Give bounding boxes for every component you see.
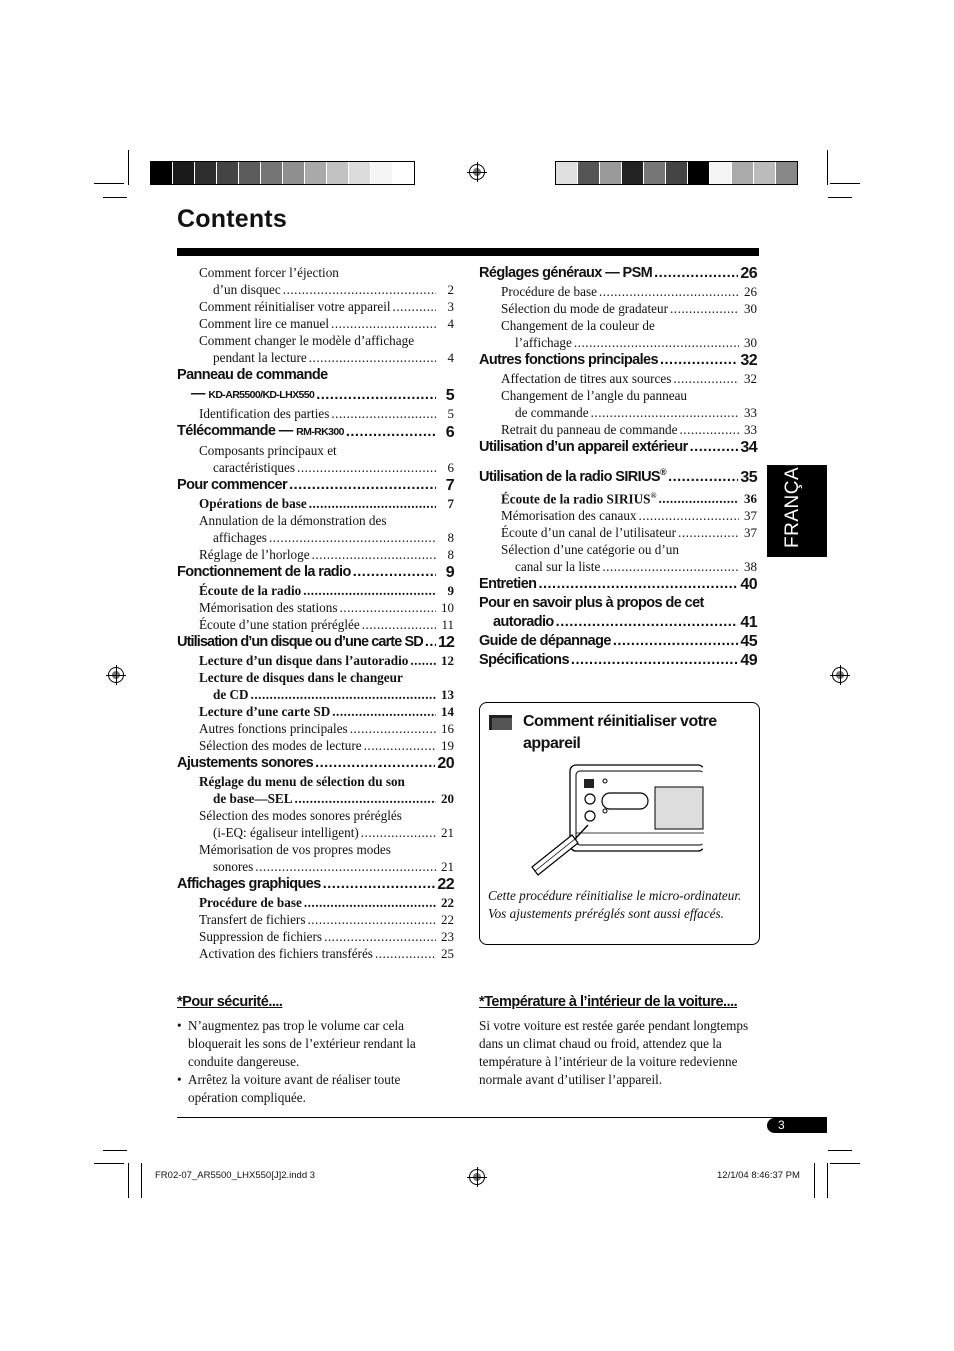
toc-entry[interactable]: l’affichage ..... 30 bbox=[479, 334, 757, 351]
toc-entry[interactable]: Réglage de l’horloge ..... 8 bbox=[177, 546, 454, 563]
color-swatch bbox=[556, 162, 578, 184]
crop-mark bbox=[141, 1163, 142, 1198]
toc-section-heading[interactable]: Télécommande — RM-RK300 ..... 6 bbox=[177, 422, 454, 442]
color-swatch bbox=[688, 162, 710, 184]
crop-mark bbox=[828, 197, 852, 198]
color-swatch bbox=[622, 162, 644, 184]
footer-rule bbox=[177, 1117, 827, 1118]
language-tab: FRANÇAIS bbox=[767, 465, 827, 557]
toc-section-heading[interactable]: Guide de dépannage ..... 45 bbox=[479, 632, 757, 651]
color-swatch bbox=[371, 162, 393, 184]
toc-entry[interactable]: canal sur la liste ..... 38 bbox=[479, 558, 757, 575]
toc-entry[interactable]: Écoute de la radio ..... 9 bbox=[177, 582, 454, 599]
toc-entry[interactable]: Autres fonctions principales ..... 16 bbox=[177, 720, 454, 737]
toc-entry[interactable]: pendant la lecture ..... 4 bbox=[177, 349, 454, 366]
color-swatch bbox=[327, 162, 349, 184]
toc-entry[interactable]: Transfert de fichiers ..... 22 bbox=[177, 911, 454, 928]
temperature-heading: *Température à l’intérieur de la voiture.... bbox=[479, 994, 738, 1010]
toc-section-heading[interactable]: Utilisation de la radio SIRIUS® ..... 35 bbox=[479, 463, 757, 487]
toc-entry: Changement de l’angle du panneau bbox=[501, 388, 688, 403]
reset-box-note: Cette procédure réinitialise le micro-ordinateur. Vos ajustements préréglés sont aussi effacés. bbox=[488, 888, 742, 921]
toc-entry[interactable]: Écoute d’un canal de l’utilisateur ..... 37 bbox=[479, 524, 757, 541]
toc-section-heading: Panneau de commande bbox=[177, 367, 328, 383]
toc-section-heading[interactable]: Spécifications ..... 49 bbox=[479, 651, 757, 670]
crop-mark bbox=[94, 1163, 124, 1164]
toc-entry[interactable]: Lecture d’une carte SD ..... 14 bbox=[177, 703, 454, 720]
registration-mark-icon bbox=[469, 164, 485, 180]
toc-entry[interactable]: de CD ..... 13 bbox=[177, 686, 454, 703]
reset-info-box bbox=[479, 702, 760, 945]
toc-entry[interactable]: Affectation de titres aux sources ..... 32 bbox=[479, 370, 757, 387]
color-swatch bbox=[732, 162, 754, 184]
color-swatch bbox=[754, 162, 776, 184]
reset-box-title: Comment réinitialiser votre appareil bbox=[523, 713, 717, 752]
toc-entry[interactable]: Écoute d’une station préréglée ..... 11 bbox=[177, 616, 454, 633]
toc-section-heading[interactable]: Réglages généraux — PSM ..... 26 bbox=[479, 264, 757, 283]
crop-mark bbox=[830, 1163, 860, 1164]
color-swatch bbox=[600, 162, 622, 184]
crop-mark bbox=[814, 1163, 815, 1198]
toc-entry[interactable]: Mémorisation des stations ..... 10 bbox=[177, 599, 454, 616]
crop-mark bbox=[830, 183, 860, 184]
color-swatch bbox=[151, 162, 173, 184]
toc-entry[interactable]: sonores ..... 21 bbox=[177, 858, 454, 875]
crop-mark bbox=[128, 1163, 129, 1198]
color-calibration-strip-right bbox=[555, 161, 798, 185]
color-swatch bbox=[349, 162, 371, 184]
toc-section-heading[interactable]: Entretien ..... 40 bbox=[479, 575, 757, 594]
color-swatch bbox=[666, 162, 688, 184]
toc-entry[interactable]: Sélection du mode de gradateur ..... 30 bbox=[479, 300, 757, 317]
safety-bullet: • N’augmentez pas trop le volume car cela bloquerait les sons de l’extérieur rendant la conduite dangereuse. bbox=[177, 1017, 447, 1071]
page-number-tab: 3 bbox=[767, 1118, 827, 1133]
toc-entry[interactable]: Identification des parties ..... 5 bbox=[177, 405, 454, 422]
toc-section-heading[interactable]: Fonctionnement de la radio ..... 9 bbox=[177, 563, 454, 582]
color-swatch bbox=[239, 162, 261, 184]
toc-left-column bbox=[177, 264, 454, 962]
toc-section-heading[interactable]: Utilisation d’un appareil extérieur ..... 34 bbox=[479, 438, 757, 457]
safety-bullet: • Arrêtez la voiture avant de réaliser toute opération compliquée. bbox=[177, 1071, 447, 1107]
crop-mark bbox=[103, 1150, 127, 1151]
color-swatch bbox=[393, 162, 414, 184]
registration-mark-icon bbox=[832, 667, 848, 683]
color-swatch bbox=[710, 162, 732, 184]
crop-mark bbox=[827, 1163, 828, 1198]
color-swatch bbox=[261, 162, 283, 184]
temperature-text: Si votre voiture est restée garée pendant longtemps dans un climat chaud ou froid, attendez que la température à l’intérieur de la voiture redevienne normale avant d’utiliser l’appareil. bbox=[479, 1018, 749, 1087]
toc-entry[interactable]: caractéristiques ..... 6 bbox=[177, 459, 454, 476]
toc-section-heading[interactable]: autoradio ..... 41 bbox=[479, 613, 757, 632]
toc-entry[interactable]: Procédure de base ..... 26 bbox=[479, 283, 757, 300]
toc-entry: Sélection d’une catégorie ou d’un bbox=[501, 542, 679, 558]
crop-mark bbox=[128, 150, 129, 185]
crop-mark bbox=[827, 150, 828, 185]
toc-entry[interactable]: Lecture d’un disque dans l’autoradio ..... 12 bbox=[177, 652, 454, 669]
toc-section-heading: Pour en savoir plus à propos de cet bbox=[479, 595, 704, 612]
toc-entry: Changement de la couleur de bbox=[501, 318, 655, 333]
date-slug: 12/1/04 8:46:37 PM bbox=[717, 1170, 800, 1181]
toc-entry: Sélection des modes sonores préréglés bbox=[199, 808, 402, 823]
toc-section-heading[interactable]: Affichages graphiques ..... 22 bbox=[177, 875, 454, 894]
color-swatch bbox=[776, 162, 797, 184]
safety-notes bbox=[177, 1017, 447, 1107]
registration-mark-icon bbox=[108, 667, 124, 683]
color-swatch bbox=[173, 162, 195, 184]
color-calibration-strip-left bbox=[150, 161, 415, 185]
title-rule bbox=[177, 248, 759, 256]
toc-entry[interactable]: Procédure de base ..... 22 bbox=[177, 894, 454, 911]
toc-entry[interactable]: Activation des fichiers transférés ..... 25 bbox=[177, 945, 454, 962]
toc-entry[interactable]: de commande ..... 33 bbox=[479, 404, 757, 421]
toc-entry: Mémorisation de vos propres modes bbox=[199, 842, 391, 857]
toc-entry: Annulation de la démonstration des bbox=[199, 513, 387, 528]
toc-section-heading[interactable]: Utilisation d’un disque ou d’une carte SD ..... 12 bbox=[177, 633, 454, 652]
toc-entry: Lecture de disques dans le changeur bbox=[199, 670, 403, 685]
toc-entry[interactable]: Sélection des modes de lecture ..... 19 bbox=[177, 737, 454, 754]
reset-illustration bbox=[530, 763, 706, 881]
page-title: Contents bbox=[177, 205, 287, 233]
crop-mark bbox=[828, 1150, 852, 1151]
toc-entry[interactable]: Comment réinitialiser votre appareil ..... 3 bbox=[177, 298, 454, 315]
color-swatch bbox=[217, 162, 239, 184]
toc-section-heading[interactable]: Autres fonctions principales ..... 32 bbox=[479, 351, 757, 370]
color-swatch bbox=[283, 162, 305, 184]
toc-entry[interactable]: Mémorisation des canaux ..... 37 bbox=[479, 507, 757, 524]
toc-entry[interactable]: Comment lire ce manuel ..... 4 bbox=[177, 315, 454, 332]
toc-entry[interactable]: Opérations de base ..... 7 bbox=[177, 495, 454, 512]
color-swatch bbox=[305, 162, 327, 184]
toc-entry: Réglage du menu de sélection du son bbox=[199, 774, 405, 789]
toc-section-heading[interactable]: Ajustements sonores ..... 20 bbox=[177, 754, 454, 773]
crop-mark bbox=[94, 183, 124, 184]
color-swatch bbox=[578, 162, 600, 184]
section-marker-icon bbox=[489, 715, 512, 730]
toc-entry[interactable]: affichages ..... 8 bbox=[177, 529, 454, 546]
color-swatch bbox=[644, 162, 666, 184]
file-slug: FR02-07_AR5500_LHX550[J]2.indd 3 bbox=[155, 1170, 316, 1181]
toc-section-heading[interactable]: Pour commencer ..... 7 bbox=[177, 476, 454, 495]
crop-mark bbox=[103, 197, 127, 198]
toc-entry[interactable]: d’un disquec ..... 2 bbox=[177, 281, 454, 298]
toc-entry: Comment forcer l’éjection bbox=[199, 265, 339, 280]
toc-entry[interactable]: Suppression de fichiers ..... 23 bbox=[177, 928, 454, 945]
toc-entry: Comment changer le modèle d’affichage bbox=[199, 333, 415, 348]
toc-entry: Composants principaux et bbox=[199, 443, 337, 458]
safety-heading: *Pour sécurité.... bbox=[177, 994, 283, 1010]
color-swatch bbox=[195, 162, 217, 184]
toc-section-heading[interactable]: — KD-AR5500/KD-LHX550 ..... 5 bbox=[177, 385, 454, 405]
toc-right-column bbox=[479, 264, 757, 670]
toc-entry[interactable]: Retrait du panneau de commande ..... 33 bbox=[479, 421, 757, 438]
toc-entry[interactable]: Écoute de la radio SIRIUS® ..... 36 bbox=[479, 487, 757, 507]
toc-entry[interactable]: (i-EQ: égaliseur intelligent) ..... 21 bbox=[177, 824, 454, 841]
registration-mark-icon bbox=[469, 1169, 485, 1185]
toc-entry[interactable]: de base—SEL ..... 20 bbox=[177, 790, 454, 807]
